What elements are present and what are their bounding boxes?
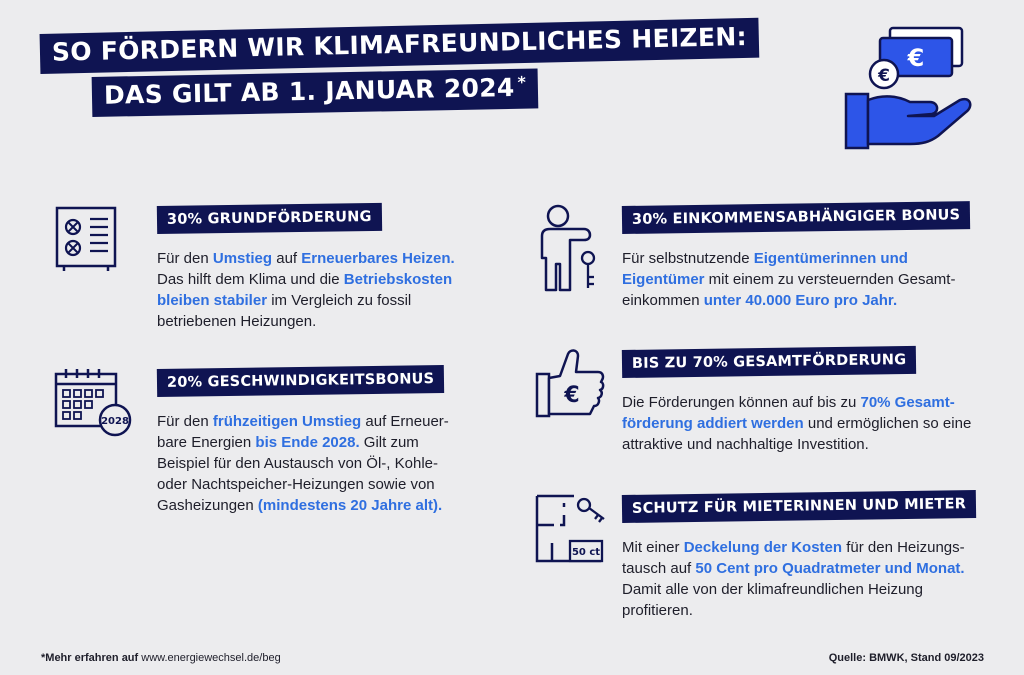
section-mieterschutz [622,495,976,621]
text-line: oder Nachtspeicher-Heizungen sowie von [157,476,435,493]
text-line: tausch auf 50 Cent pro Quadratmeter und Monat. [622,560,965,577]
title-line-2 [92,68,539,116]
text-line: Für den Umstieg auf Erneuerbares Heizen. [157,250,455,267]
highlight: unter 40.000 Euro pro Jahr. [703,292,898,309]
text-line: Für den frühzeitigen Umstieg auf Erneuer- [157,413,449,430]
hand-with-money-icon [838,24,974,156]
section-heading: 20% GESCHWINDIGKEITSBONUS [157,365,445,397]
highlight: Deckelung der Kosten [683,539,843,556]
highlight: Erneuerbares Heizen. [301,250,455,267]
hero-coin-euro: € [878,66,890,86]
price-label: 50 ct [571,547,601,558]
text-line: betriebenen Heizungen. [157,313,317,330]
highlight: Betriebskosten [343,271,453,288]
thumbs-up-euro-icon [534,346,606,420]
person-key-icon [536,202,602,294]
title-line-2-text: DAS GILT AB 1. JANUAR 2024 [103,72,515,110]
text-line: Mit einer Deckelung der Kosten für den Heizungs- [622,539,965,556]
highlight: (mindestens 20 Jahre alt). [257,497,443,514]
text-line: Das hilft dem Klima und die Betriebskosten [157,271,453,288]
heat-pump-icon [54,205,118,273]
highlight: förderung addiert werden [622,415,804,432]
section-text [157,411,449,516]
highlight: Eigentümer [622,271,705,288]
section-text [157,248,455,332]
text-line: förderung addiert werden und ermöglichen so eine [622,415,972,432]
highlight: Umstieg [212,250,273,267]
text-line: einkommen unter 40.000 Euro pro Jahr. [622,292,898,309]
section-gesamtfoerderung [622,350,971,455]
footer-url-link[interactable]: www.energiewechsel.de/beg [141,652,281,664]
section-heading: BIS ZU 70% GESAMTFÖRDERUNG [622,346,917,378]
floorplan-key-icon [534,493,608,565]
highlight: bis Ende 2028. [255,434,360,451]
highlight: Eigentümerinnen und [753,250,908,267]
section-text [622,537,976,621]
highlight: 50 Cent pro Quadratmeter und Monat. [695,560,965,577]
footer-more-label: *Mehr erfahren auf [41,652,139,664]
text-line: Damit alle von der klimafreundlichen Heizung [622,581,923,598]
highlight: frühzeitigen Umstieg [212,413,362,430]
section-grundfoerderung [157,206,455,332]
thumbs-euro: € [564,383,580,408]
footer-source: Quelle: BMWK, Stand 09/2023 [828,652,984,664]
text-line: Die Förderungen können auf bis zu 70% Gesamt- [622,394,955,411]
title-asterisk: * [517,72,527,92]
text-line: profitieren. [622,602,693,619]
title-line-1: SO FÖRDERN WIR KLIMAFREUNDLICHES HEIZEN: [40,18,760,74]
section-einkommensbonus [622,206,970,311]
section-text [622,248,970,311]
hero-bill-euro: € [907,44,925,72]
page-title [40,21,759,117]
section-heading: 30% GRUNDFÖRDERUNG [157,203,382,234]
section-heading: SCHUTZ FÜR MIETERINNEN UND MIETER [622,490,976,523]
section-geschwindigkeitsbonus [157,369,449,516]
section-text [622,392,971,455]
text-line: bare Energien bis Ende 2028. Gilt zum [157,434,419,451]
highlight: bleiben stabiler [157,292,268,309]
text-line: bleiben stabiler im Vergleich zu fossil [157,292,412,309]
highlight: 70% Gesamt- [860,394,955,411]
text-line: Für selbstnutzende Eigentümerinnen und [622,250,908,267]
calendar-year: 2028 [101,416,129,427]
text-line: Gasheizungen (mindestens 20 Jahre alt). [157,497,443,514]
footer-more-info [41,652,281,664]
section-heading: 30% EINKOMMENSABHÄNGIGER BONUS [622,201,971,234]
text-line: Beispiel für den Austausch von Öl-, Kohle- [157,455,438,472]
text-line: Eigentümer mit einem zu versteuernden Gesamt- [622,271,956,288]
text-line: attraktive und nachhaltige Investition. [622,436,869,453]
calendar-2028-icon [53,366,133,438]
